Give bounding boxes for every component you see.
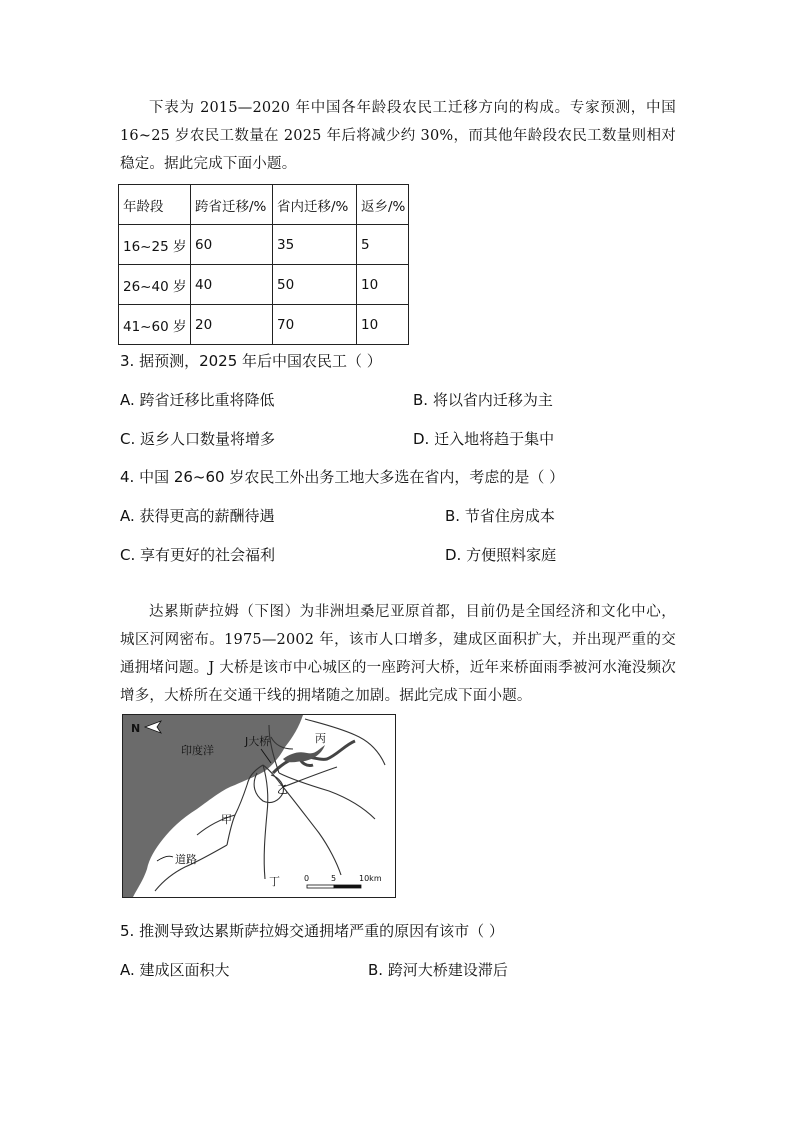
- q4-option-c[interactable]: C. 享有更好的社会福利: [120, 546, 276, 564]
- q3-option-c[interactable]: C. 返乡人口数量将增多: [120, 430, 276, 448]
- q4-option-d[interactable]: D. 方便照料家庭: [445, 546, 557, 564]
- scale-5-label: 5: [331, 874, 337, 883]
- table-cell: 40: [191, 265, 273, 305]
- table-cell: 60: [191, 225, 273, 265]
- question-3-stem: 3. 据预测，2025 年后中国农民工（ ）: [120, 352, 382, 370]
- intro-paragraph-2: 达累斯萨拉姆（下图）为非洲坦桑尼亚原首都，目前仍是全国经济和文化中心，城区河网密布。1975—2002 年，该市人口增多，建成区面积扩大，并出现严重的交通拥堵问题。J 大桥是该市中心城区的一座跨河大桥，近年来桥面雨季被河水淹没频次增多，大桥所在交通干线的拥堵随之加剧。据此完成下面小题。: [120, 604, 676, 704]
- ocean-label: 印度洋: [181, 744, 214, 757]
- scale-10-label: 10km: [359, 874, 382, 883]
- table-cell: 10: [357, 265, 409, 305]
- scale-0-label: 0: [304, 874, 310, 883]
- table-header-cell: 年龄段: [119, 185, 191, 225]
- road-pointer: [157, 856, 173, 861]
- bing-label: 丙: [315, 732, 326, 745]
- question-5-stem: 5. 推测导致达累斯萨拉姆交通拥堵严重的原因有该市（ ）: [120, 922, 504, 940]
- question-4-stem: 4. 中国 26~60 岁农民工外出务工地大多选在省内，考虑的是（ ）: [120, 468, 565, 486]
- jia-label: 甲: [221, 813, 232, 826]
- q3-option-a[interactable]: A. 跨省迁移比重将降低: [120, 391, 275, 409]
- scale-bar: [307, 885, 361, 888]
- q3-option-d[interactable]: D. 迁入地将趋于集中: [413, 430, 555, 448]
- table-header-row: [119, 185, 409, 225]
- yi-label: 乙: [277, 783, 288, 796]
- table-cell: 20: [191, 305, 273, 345]
- dar-es-salaam-map: [122, 714, 396, 898]
- table-cell: 70: [273, 305, 357, 345]
- table-cell: 10: [357, 305, 409, 345]
- bridge-label: J大桥: [245, 735, 271, 748]
- table-row: [119, 225, 409, 265]
- q4-option-a[interactable]: A. 获得更高的薪酬待遇: [120, 507, 275, 525]
- map-svg: [123, 715, 395, 897]
- table-cell: 50: [273, 265, 357, 305]
- road-label: 道路: [175, 853, 197, 866]
- migration-table: [118, 184, 409, 345]
- table-cell: 16~25 岁: [119, 225, 191, 265]
- table-cell: 26~40 岁: [119, 265, 191, 305]
- table-row: [119, 265, 409, 305]
- indian-ocean-area: [123, 715, 303, 897]
- table-header-cell: 省内迁移/%: [273, 185, 357, 225]
- table-header-cell: 返乡/%: [357, 185, 409, 225]
- table-cell: 5: [357, 225, 409, 265]
- table-cell: 41~60 岁: [119, 305, 191, 345]
- intro-paragraph-1: 下表为 2015—2020 年中国各年龄段农民工迁移方向的构成。专家预测，中国 16~25 岁农民工数量在 2025 年后将减少约 30%，而其他年龄段农民工数量则相对稳定。据此完成下面小题。: [120, 100, 676, 172]
- q3-option-b[interactable]: B. 将以省内迁移为主: [413, 391, 553, 409]
- north-label: N: [131, 722, 141, 735]
- table-cell: 35: [273, 225, 357, 265]
- ding-label: 丁: [269, 875, 280, 888]
- q5-option-b[interactable]: B. 跨河大桥建设滞后: [368, 961, 508, 979]
- q5-option-a[interactable]: A. 建成区面积大: [120, 961, 230, 979]
- table-row: [119, 305, 409, 345]
- table-header-cell: 跨省迁移/%: [191, 185, 273, 225]
- q4-option-b[interactable]: B. 节省住房成本: [445, 507, 555, 525]
